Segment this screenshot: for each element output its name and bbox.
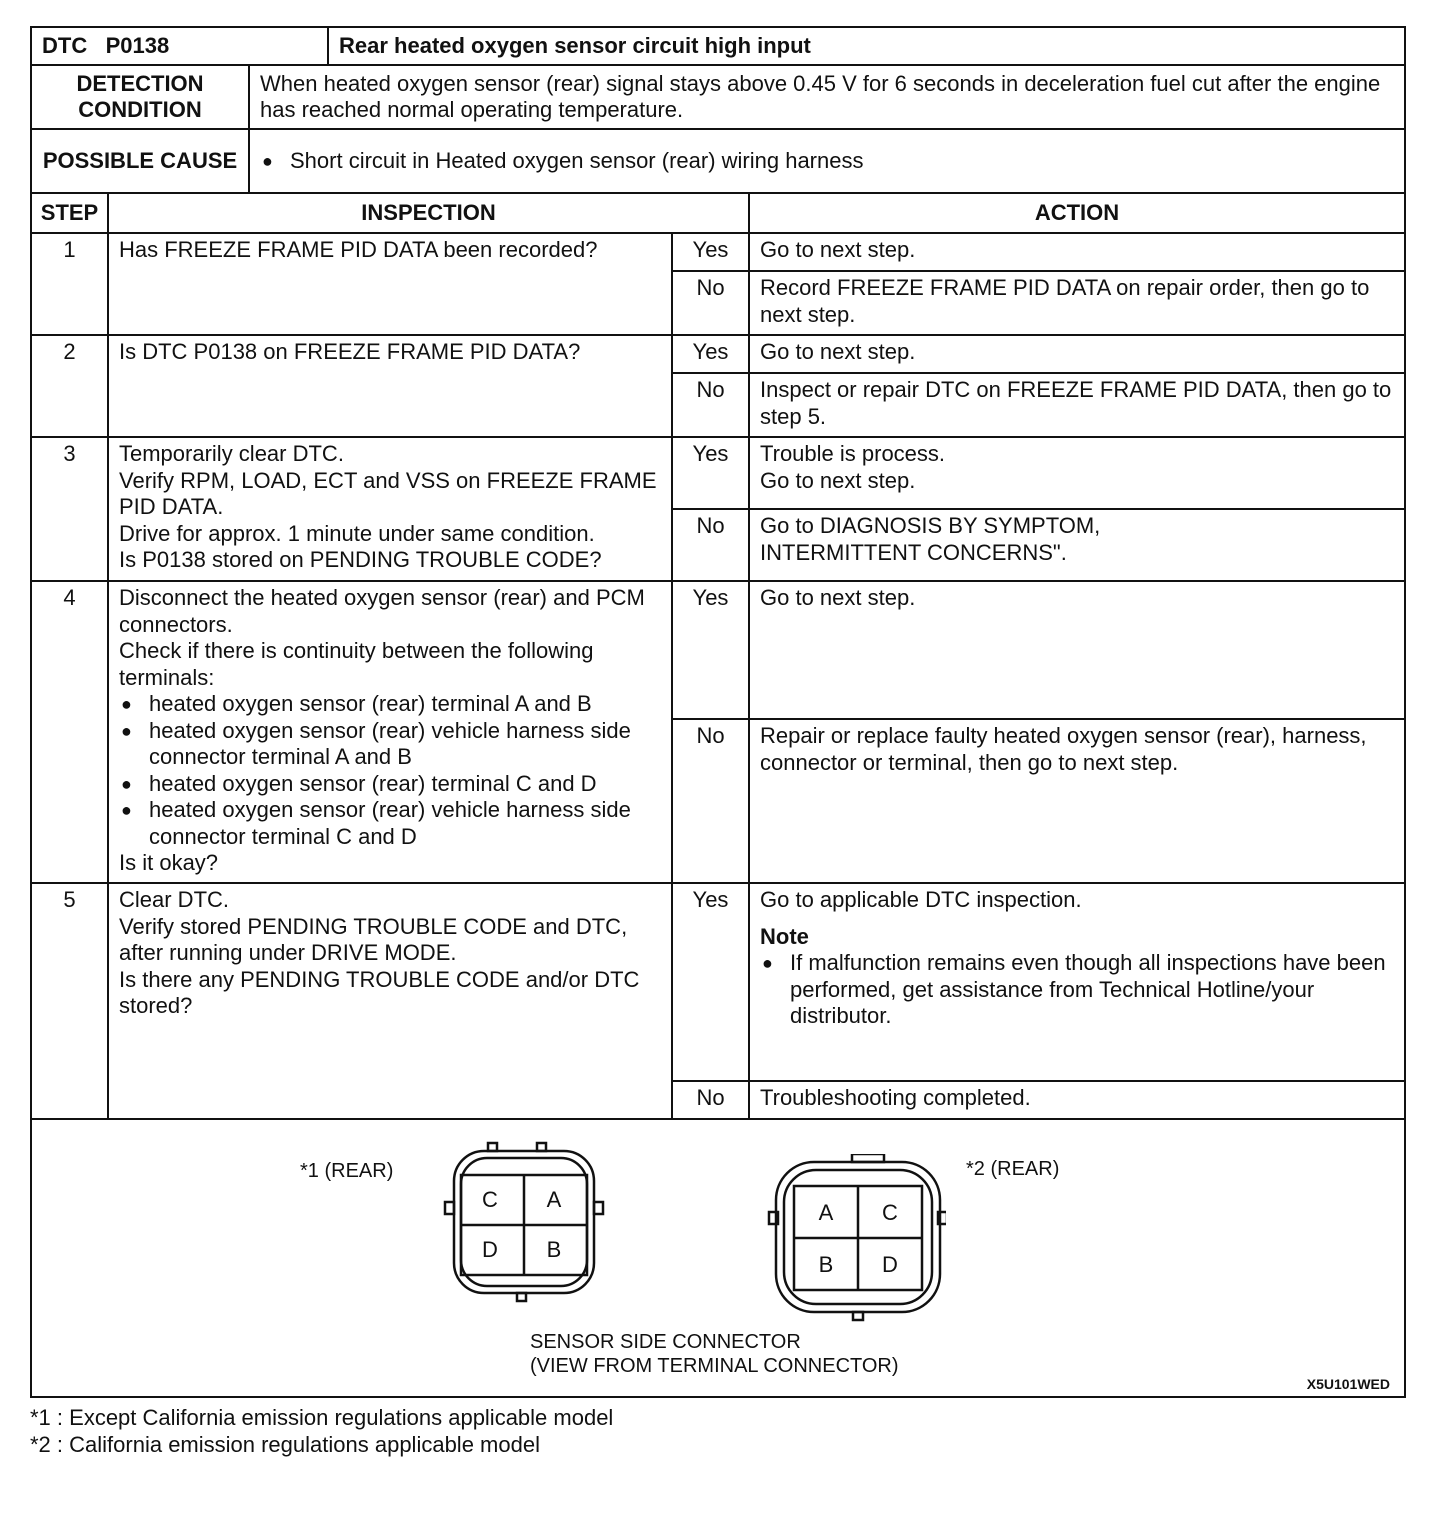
- inspection-bullet: ● heated oxygen sensor (rear) terminal A and B: [119, 691, 661, 718]
- right-connector-label: *2 (REAR): [966, 1158, 1060, 1180]
- inspection-line: Temporarily clear DTC.: [119, 441, 344, 466]
- yes-label: Yes: [672, 233, 749, 271]
- inspection-bullet: ● heated oxygen sensor (rear) terminal C and D: [119, 771, 661, 798]
- dtc-label: DTC: [42, 32, 88, 58]
- terminal-label: D: [882, 1252, 898, 1277]
- action-line: INTERMITTENT CONCERNS".: [760, 539, 1067, 565]
- no-action: [749, 373, 1405, 437]
- step-inspection: [108, 335, 672, 437]
- step-number: 4: [31, 581, 108, 883]
- step-inspection: [108, 883, 672, 1119]
- inspection-bullet: ● heated oxygen sensor (rear) vehicle harness side connector terminal C and D: [119, 797, 661, 850]
- dtc-code: P0138: [105, 32, 170, 58]
- dtc-sheet: [30, 26, 1406, 1398]
- detection-text: When heated oxygen sensor (rear) signal stays above 0.45 V for 6 seconds in deceleration fuel cut after the engine has reached normal operating temperature.: [249, 65, 1405, 129]
- no-label: No: [672, 509, 749, 581]
- action-line: Go to applicable DTC inspection.: [760, 887, 1082, 912]
- action-line: Go to next step.: [760, 339, 916, 364]
- yes-action: [749, 335, 1405, 373]
- step-inspection: [108, 233, 672, 335]
- action-line: Go to next step.: [760, 237, 916, 262]
- terminal-label: A: [546, 1187, 562, 1212]
- table-row: [31, 883, 1405, 1081]
- terminal-label: B: [818, 1252, 834, 1277]
- step-number: 5: [31, 883, 108, 1119]
- cause-cell: [249, 129, 1405, 193]
- terminal-label: C: [882, 1200, 898, 1225]
- step-inspection: [108, 581, 672, 883]
- note-bullet: ● If malfunction remains even though all inspections have been performed, get assistance from Technical Hotline/your distributor.: [760, 950, 1394, 1030]
- steps-table: [30, 192, 1406, 1120]
- footnotes: [30, 1404, 613, 1458]
- detection-label: DETECTION CONDITION: [31, 65, 249, 129]
- cause-label: POSSIBLE CAUSE: [31, 129, 249, 193]
- footnote: [30, 1431, 613, 1458]
- action-line: Record FREEZE FRAME PID DATA on repair order, then go to next step.: [760, 275, 1370, 327]
- inspection-line: Verify stored PENDING TROUBLE CODE and DTC, after running under DRIVE MODE.: [119, 913, 628, 965]
- no-action: [749, 271, 1405, 335]
- right-connector-icon: [766, 1154, 946, 1324]
- inspection-column-header: INSPECTION: [108, 193, 749, 233]
- inspection-line: Is P0138 stored on PENDING TROUBLE CODE?: [119, 547, 602, 572]
- no-label: No: [672, 1081, 749, 1119]
- dtc-title: Rear heated oxygen sensor circuit high input: [328, 27, 1405, 65]
- inspection-line: Has FREEZE FRAME PID DATA been recorded?: [119, 237, 598, 262]
- yes-action: [749, 883, 1405, 1081]
- no-label: No: [672, 373, 749, 437]
- terminal-label: A: [818, 1200, 834, 1225]
- action-line: Troubleshooting completed.: [760, 1085, 1031, 1110]
- action-line: Repair or replace faulty heated oxygen sensor (rear), harness, connector or terminal, then go to next step.: [760, 723, 1367, 775]
- step-number: 3: [31, 437, 108, 581]
- caption-line: SENSOR SIDE CONNECTOR: [530, 1331, 801, 1353]
- terminal-label: B: [546, 1237, 562, 1262]
- inspection-question: Is it okay?: [119, 850, 219, 875]
- yes-action: [749, 233, 1405, 271]
- action-line: Go to DIAGNOSIS BY SYMPTOM,: [760, 513, 1101, 538]
- action-line: Go to next step.: [760, 585, 916, 610]
- left-connector-icon: [440, 1138, 610, 1308]
- cause-item: ● Short circuit in Heated oxygen sensor (rear) wiring harness: [260, 148, 1394, 175]
- dtc-header-table: [30, 26, 1406, 194]
- connector-diagram: [30, 1120, 1406, 1398]
- inspection-line: Is DTC P0138 on FREEZE FRAME PID DATA?: [119, 339, 581, 364]
- inspection-line: Verify RPM, LOAD, ECT and VSS on FREEZE FRAME PID DATA.: [119, 467, 657, 519]
- no-label: No: [672, 271, 749, 335]
- inspection-line: Disconnect the heated oxygen sensor (rear) and PCM connectors.: [119, 585, 645, 637]
- yes-action: [749, 581, 1405, 719]
- no-action: [749, 1081, 1405, 1119]
- footnote-text: : California emission regulations applicable model: [56, 1432, 540, 1457]
- footnote-text: : Except California emission regulations applicable model: [56, 1405, 614, 1430]
- inspection-line: Drive for approx. 1 minute under same condition.: [119, 520, 595, 546]
- step-number: 1: [31, 233, 108, 335]
- action-line: Go to next step.: [760, 467, 916, 493]
- footnote: [30, 1404, 613, 1431]
- table-row: [31, 437, 1405, 509]
- action-column-header: ACTION: [749, 193, 1405, 233]
- figure-reference: X5U101WED: [1306, 1376, 1390, 1392]
- column-header-row: [31, 193, 1405, 233]
- table-row: [31, 233, 1405, 271]
- yes-label: Yes: [672, 335, 749, 373]
- caption-line: (VIEW FROM TERMINAL CONNECTOR): [530, 1355, 899, 1377]
- step-column-header: STEP: [31, 193, 108, 233]
- yes-label: Yes: [672, 437, 749, 509]
- no-label: No: [672, 719, 749, 883]
- footnote-mark: *2: [30, 1432, 51, 1457]
- no-action: [749, 509, 1405, 581]
- inspection-line: Is there any PENDING TROUBLE CODE and/or DTC stored?: [119, 966, 640, 1018]
- no-action: [749, 719, 1405, 883]
- inspection-bullet: ● heated oxygen sensor (rear) vehicle harness side connector terminal A and B: [119, 718, 661, 771]
- inspection-line: Check if there is continuity between the following terminals:: [119, 638, 594, 690]
- footnote-mark: *1: [30, 1405, 51, 1430]
- left-connector-label: *1 (REAR): [300, 1160, 394, 1182]
- yes-action: [749, 437, 1405, 509]
- diagram-caption: [530, 1330, 899, 1378]
- terminal-label: D: [482, 1237, 498, 1262]
- action-line: Inspect or repair DTC on FREEZE FRAME PID DATA, then go to step 5.: [760, 377, 1392, 429]
- step-number: 2: [31, 335, 108, 437]
- yes-label: Yes: [672, 581, 749, 719]
- table-row: [31, 581, 1405, 719]
- step-inspection: [108, 437, 672, 581]
- action-line: Trouble is process.: [760, 441, 946, 466]
- yes-label: Yes: [672, 883, 749, 1081]
- note-label: Note: [760, 923, 809, 949]
- table-row: [31, 335, 1405, 373]
- inspection-line: Clear DTC.: [119, 887, 230, 912]
- dtc-code-cell: [31, 27, 328, 65]
- terminal-label: C: [482, 1187, 498, 1212]
